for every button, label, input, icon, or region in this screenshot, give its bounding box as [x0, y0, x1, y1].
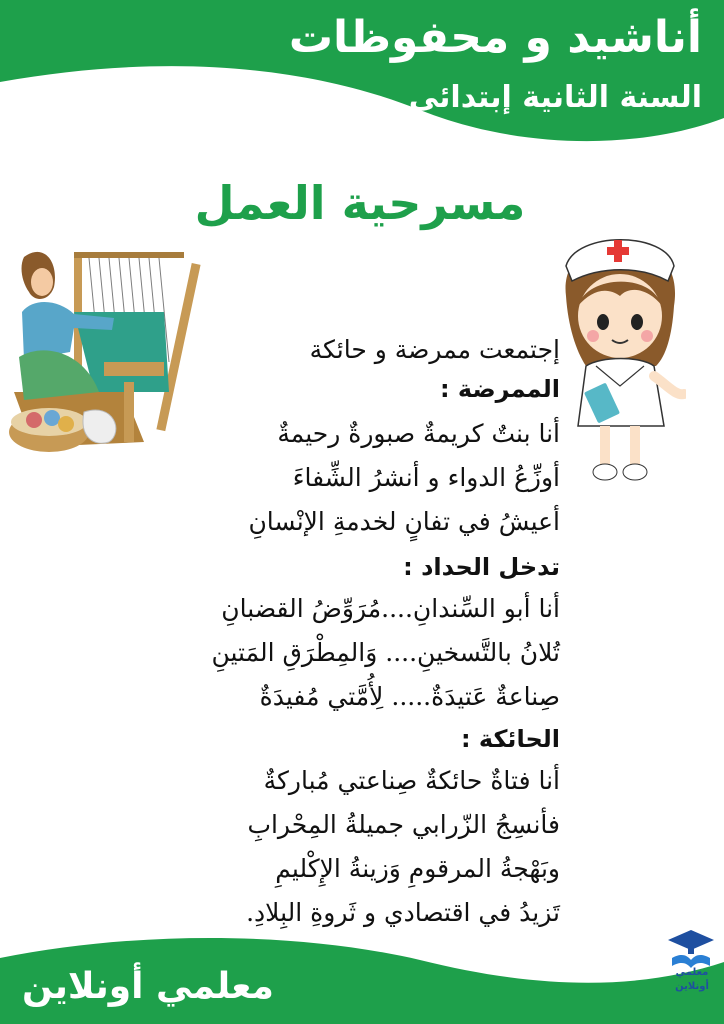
poem-line: وبَهْجةُ المرقومِ وَزينةُ الإِكْليمِ: [275, 854, 560, 883]
header-title: أناشيد و محفوظات: [288, 12, 702, 63]
poem-line: أوزِّعُ الدواء و أنشرُ الشِّفاءَ: [292, 463, 560, 492]
poem-line: تُلانُ بالتَّسخينِ.... وَالمِطْرَقِ المَتينِ: [211, 638, 560, 667]
nurse-illustration: [556, 226, 686, 488]
poem-line: صِناعةٌ عَتيدَةٌ..... لِأُمَّتي مُفيدَةٌ: [259, 682, 560, 711]
poem-line: فأنسِجُ الزّرابي جميلةُ المِحْرابِ: [247, 810, 560, 839]
poem-line: تَزيدُ في اقتصادي و ثَروةِ البِلادِ.: [246, 898, 560, 927]
logo-text: معلمي أونلاين: [675, 967, 709, 992]
footer-brand: معلمي أونلاين: [22, 966, 274, 1007]
poem-intro: إجتمعت ممرضة و حائكة: [309, 335, 560, 364]
weaver-heading: الحائكة :: [460, 725, 560, 753]
page-title: مسرحية العمل: [194, 176, 526, 230]
poem-line: أنا أبو السِّندانِ....مُرَوِّضُ القضبانِ: [221, 594, 560, 623]
blacksmith-heading: تدخل الحداد :: [403, 553, 560, 581]
poem-line: أنا فتاةٌ حائكةٌ صِناعتي مُباركةٌ: [263, 766, 560, 795]
nurse-heading: الممرضة :: [439, 375, 560, 403]
header-subtitle: السنة الثانية إبتدائي: [408, 80, 702, 115]
poem-line: أعيشُ في تفانٍ لخدمةِ الإنْسانِ: [248, 507, 560, 536]
poem-line: أنا بنتٌ كريمةٌ صبورةٌ رحيمةٌ: [277, 419, 560, 448]
